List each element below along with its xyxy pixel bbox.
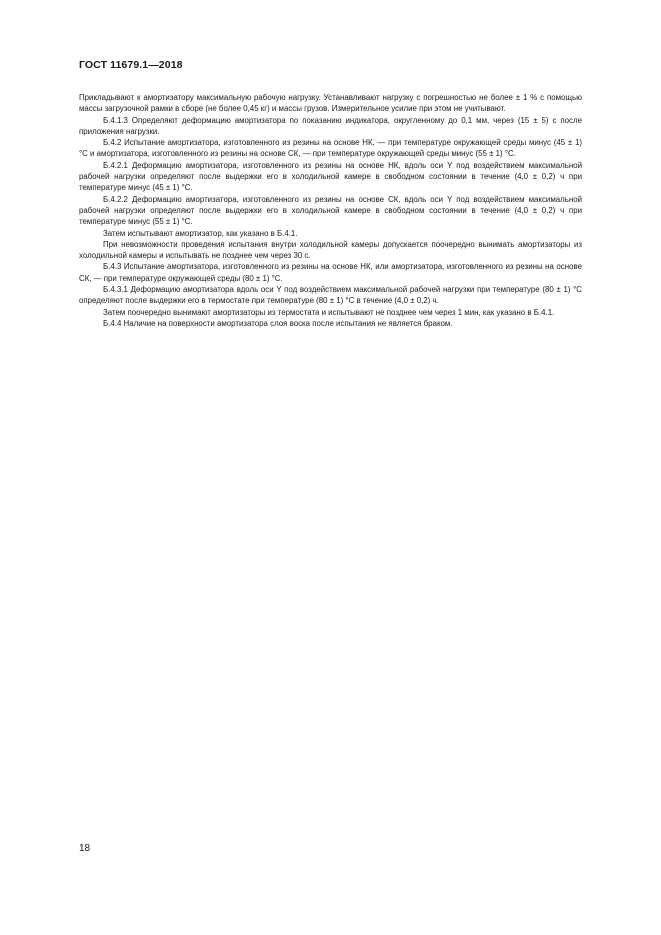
paragraph: Б.4.2 Испытание амортизатора, изготовленного из резины на основе НК, — при температуре окружающей среды минус (45 ± 1) °С и амортизатора, изготовленного из резины на основе СК, — при температуре окружающей среды минус (55 ± 1) °С. — [79, 138, 582, 159]
paragraph: Б.4.2.2 Деформацию амортизатора, изготовленного из резины на основе СК, вдоль оси Y под воздействием максимальной рабочей нагрузки определяют после выдержки его в холодильной камере в свободном состоянии в течение (4,0 ± 0,2) ч при температуре минус (55 ± 1) °С. — [79, 194, 582, 227]
document-body — [79, 92, 582, 329]
paragraph: Затем испытывают амортизатор, как указано в Б.4.1. — [103, 228, 298, 238]
paragraph: Б.4.4 Наличие на поверхности амортизатора слоя воска после испытания не является браком. — [103, 318, 453, 328]
paragraph: Б.4.3 Испытание амортизатора, изготовленного из резины на основе НК, или амортизатора, изготовленного из резины на основе СК, — при температуре окружающей среды (80 ± 1) °С. — [79, 262, 582, 283]
paragraph: Затем поочередно вынимают амортизаторы из термостата и испытывают не позднее чем через 1 мин, как указано в Б.4.1. — [103, 307, 555, 317]
paragraph: Прикладывают к амортизатору максимальную рабочую нагрузку. Устанавливают нагрузку с погрешностью не более ± 1 % с помощью массы загрузочной рамки в сборе (не более 0,45 кг) и массы грузов. Измерительное усилие при этом не учитывают. — [79, 93, 582, 114]
paragraph: Б.4.1.3 Определяют деформацию амортизатора по показанию индикатора, округленному до 0,1 мм, через (15 ± 5) с после приложения нагрузки. — [79, 115, 582, 136]
paragraph: Б.4.3.1 Деформацию амортизатора вдоль оси Y под воздействием максимальной рабочей нагрузки при температуре (80 ± 1) °С определяют после выдержки его в термостате при температуре (80 ± 1) °С в течение (4,0 ± 0,2) ч. — [79, 285, 582, 306]
document-title: ГОСТ 11679.1—2018 — [79, 59, 183, 71]
paragraph: Б.4.2.1 Деформацию амортизатора, изготовленного из резины на основе НК, вдоль оси Y под воздействием максимальной рабочей нагрузки определяют после выдержки его в холодильной камере в свободном состоянии в течение (4,0 ± 0,2) ч при температуре минус (45 ± 1) °С. — [79, 160, 582, 193]
page-number: 18 — [79, 843, 91, 854]
paragraph: При невозможности проведения испытания внутри холодильной камеры допускается поочередно вынимать амортизаторы из холодильной камеры и испытывать не позднее чем через 30 с. — [79, 239, 582, 261]
